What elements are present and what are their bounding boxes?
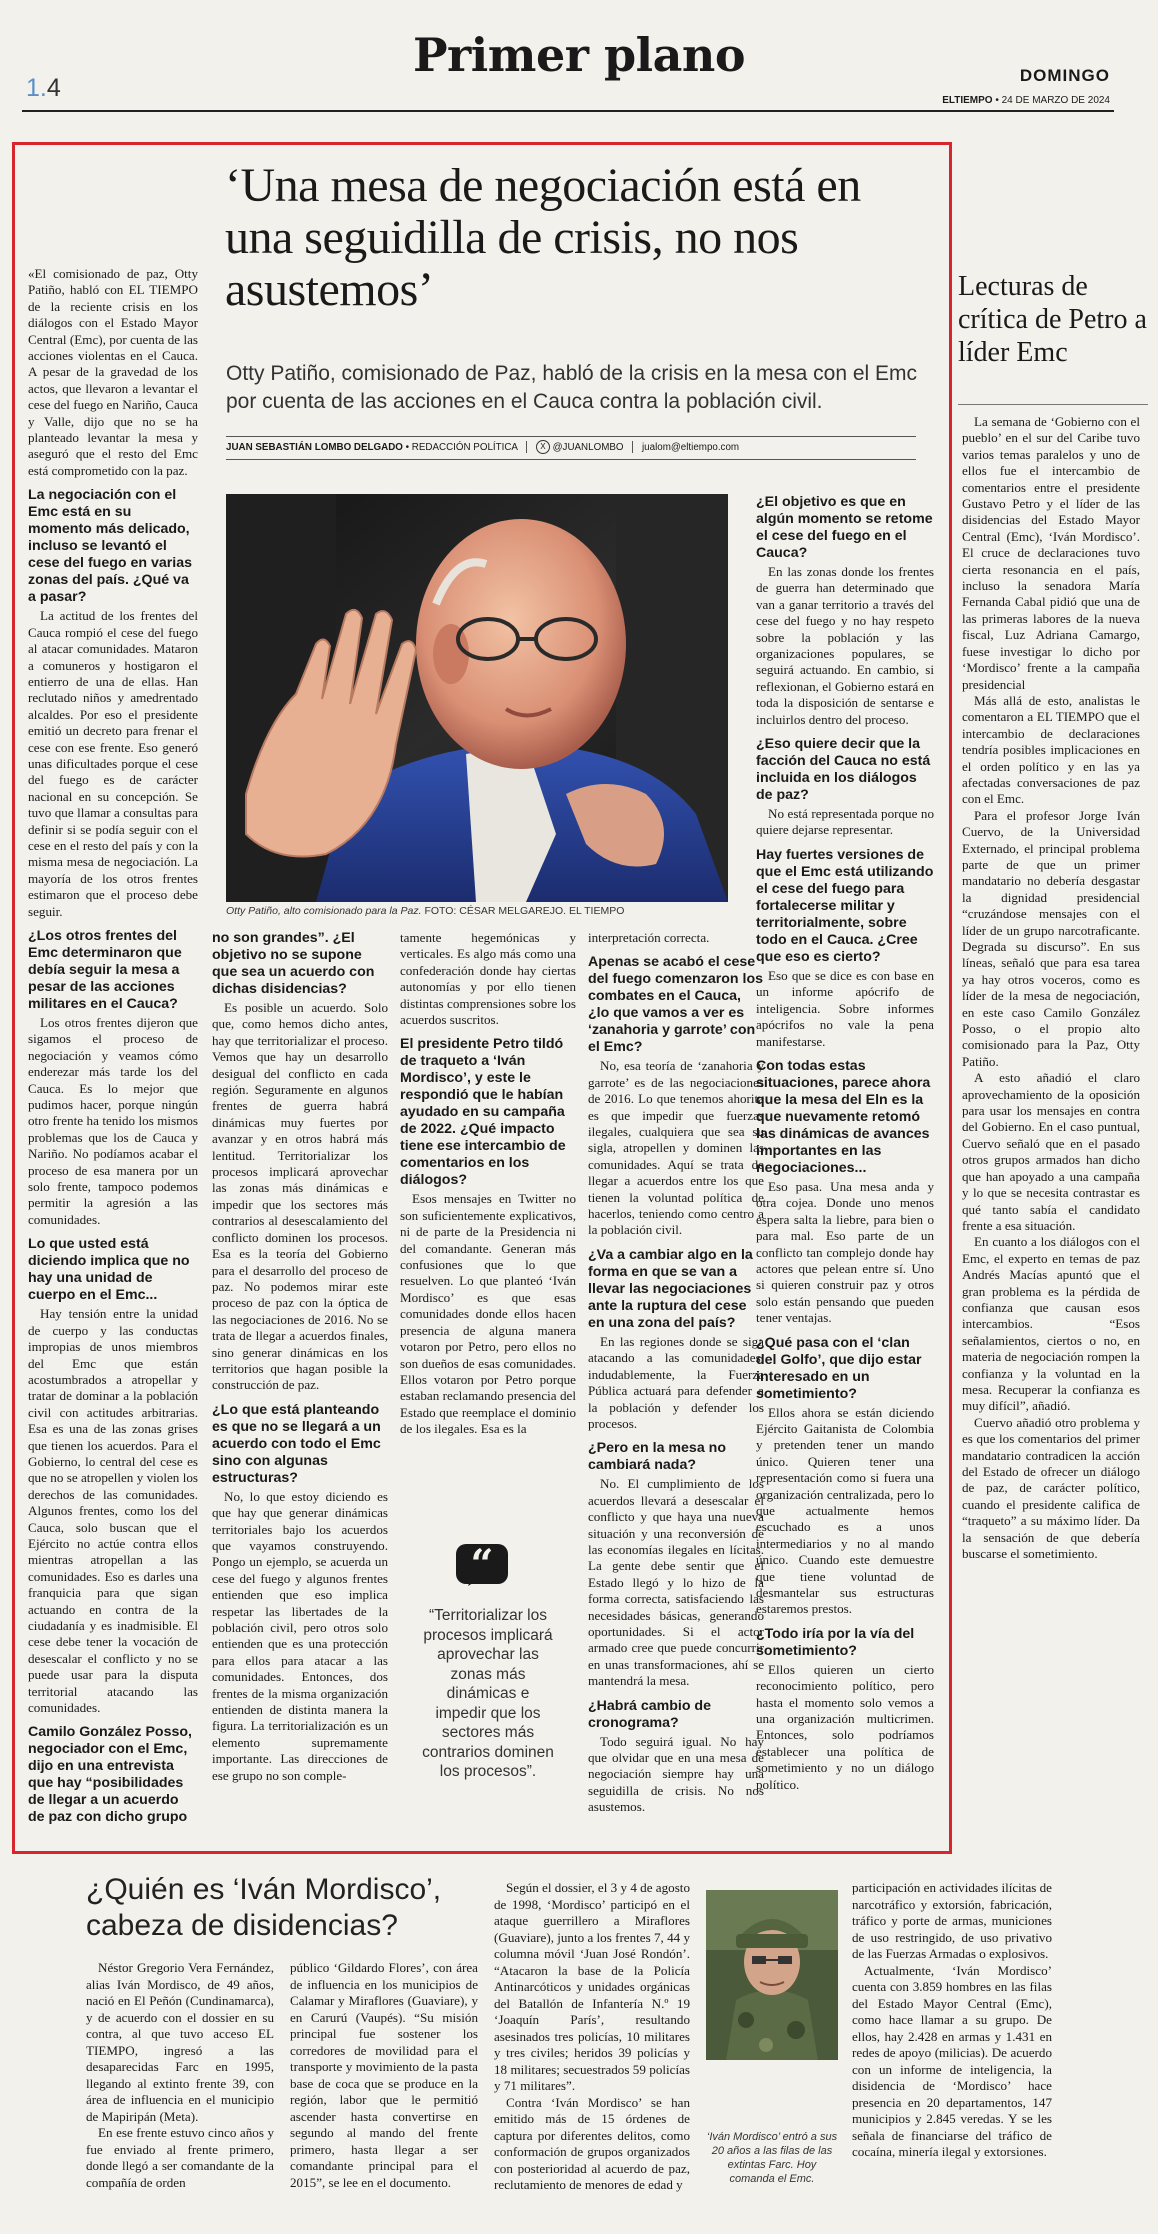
article-photo: [226, 494, 728, 902]
paragraph: Esos mensajes en Twitter no son suficientemente explicativos, ni de parte de la Presidencia ni del comandante. Generan más confusiones que lo que resuelven. Lo que planteó ‘Iván Mordisco’ es que esas comunidades donde ellos hacen presencia de alguna manera votaron por Petro, pero ellos no son dueños de esas comunidades. Ellos votaron por Petro porque estaban reclamando presencia del Estado que reemplace el dominio de los ilegales. Esa es la: [400, 1191, 576, 1437]
paragraph: interpretación correcta.: [588, 930, 710, 945]
svg-text:“: “: [470, 1541, 494, 1588]
article-column-1: [28, 266, 198, 1846]
interview-question: Lo que usted está diciendo implica que no hay una unidad de cuerpo en el Emc...: [28, 1236, 190, 1304]
article-headline: ‘Una mesa de negociación está en una seguidilla de crisis, no nos asustemos’: [225, 159, 861, 316]
byline: [226, 436, 916, 460]
paragraph: En las regiones donde se siga atacando a las comunidades, indudablemente, la Fuerza Pública actuará para defender a la población y defender los procesos.: [588, 1333, 764, 1431]
paragraph: Contra ‘Iván Mordisco’ se han emitido más de 15 órdenes de captura por diferentes delitos, como conformación de grupos organizados con posterioridad al acuerdo de paz, reclutamiento de menores de edad y: [494, 2094, 690, 2192]
paragraph: público ‘Gildardo Flores’, con área de influencia en los municipios de Calamar y Miraflores (Guaviare), y en Carurú (Vaupés). “Su misión principal fue sostener los corredores de movilidad para el transporte y movimiento de la pasta base de coca que se produce en la región, labor que le permitió ascender hasta convertirse en segundo al mando del frente primero, hasta llegar a ser comandante principal para el 2015”, se lee en el documento.: [290, 1960, 478, 2190]
paragraph: Ellos ahora se están diciendo Ejército Gaitanista de Colombia y pretenden tener un mando único. Quieren tener una representación como si fuera una organización centralizada, pero lo que actualmente hemos escuchado es a unos intermediarios y no al mando único. Cuando este demuestre que tiene voluntad de desmantelar sus estructuras estaremos prestos.: [756, 1404, 934, 1617]
interview-question: ¿Eso quiere decir que la facción del Cauca no está incluida en los diálogos de paz?: [756, 736, 931, 804]
interview-question: ¿Va a cambiar algo en la forma en que se van a llevar las negociaciones ante la ruptura del cese en una zona del país?: [588, 1246, 753, 1331]
paragraph: Ellos quieren un cierto reconocimiento político, pero hasta el momento solo vemos a una organización multicrimen. Entonces, solo podríamos establecer una política de sometimiento y no un diálogo político.: [756, 1661, 934, 1792]
paragraph: Para el profesor Jorge Iván Cuervo, de la Universidad Externado, el principal problema parte de que un primer mandatario no debería desgastar la dignidad presidencial “cruzándose mensajes con el líder de un grupo narcotraficante. Degrada su discurso”. En sus líneas, señaló que para esa tarea ya hay otros voceros, como es líder de la mesa de negociación, en este caso Camilo González Posso, o el propio alto comisionado para la Paz, Otty Patiño.: [962, 807, 1140, 1069]
interview-question: Con todas estas situaciones, parece ahora que la mesa del Eln es la que nuevamente retomó las dinámicas de avances importantes en las negociaciones...: [756, 1057, 931, 1176]
interview-question: ¿Todo iría por la vía del sometimiento?: [756, 1625, 915, 1659]
sidebar-body: [962, 414, 1140, 1854]
interview-question: ¿Lo que está planteando es que no se llegará a un acuerdo con todo el Emc sino con algunas estructuras?: [212, 1401, 381, 1486]
byline-desk: • REDACCIÓN POLÍTICA: [405, 442, 518, 453]
paragraph: No está representada porque no quiere dejarse representar.: [756, 806, 934, 838]
interview-question: Camilo González Posso, negociador con el Emc, dijo en una entrevista que hay “posibilidades de llegar a un acuerdo de paz con dicho grupo: [28, 1724, 192, 1826]
interview-question: ¿Habrá cambio de cronograma?: [588, 1697, 711, 1731]
paragraph: En las zonas donde los frentes de guerra han determinado que van a ganar territorio a través del cese del fuego y no hay respeto sobre la población y las organizaciones populares, se seguirá actuando. En cambio, si reflexionan, el Gobierno estará en toda la disposición de sentarse e incluirlos dentro del proceso.: [756, 564, 934, 727]
article-column-5: [756, 494, 934, 1844]
paragraph: En ese frente estuvo cinco años y fue enviado al frente primero, donde llegó a ser comandante de la compañía de orden: [86, 2125, 274, 2190]
paragraph: Los otros frentes dijeron que sigamos el proceso de negociación y veamos cómo enderezar más tarde los del Cauca. Es lo mejor que pudimos hacer, porque ningún otro frente ha tenido los mismos problemas que los de Cauca y Nariño. No podíamos acabar el proceso de esa manera por un solo frente, tampoco podemos permitir la agresión a las comunidades.: [28, 1015, 198, 1227]
byline-handle: @JUANLOMBO: [552, 442, 624, 453]
paragraph: No, lo que estoy diciendo es que hay que generar dinámicas territoriales bajo los acuerdos que vayamos construyendo. Pongo un ejemplo, se acuerda un cese del fuego y algunos frentes entienden que eso implica respetar las libertades de la población civil, pero otros solo entienden que es una protección para ellos para atacar a las comunidades. Entonces, dos frentes de la misma organización entienden de distinta manera la figura. La territorialización es un elemento supremamente importante. Las direcciones de ese grupo no son comple-: [212, 1488, 388, 1783]
paragraph: Actualmente, ‘Iván Mordisco’ cuenta con 3.859 hombres en las filas del Estado Mayor Central (Emc), como hace llamar a su grupo. De ellos, hay 2.428 en armas y 1.431 en redes de apoyo (milicias). De acuerdo con un informe de inteligencia, la disidencia de ‘Mordisco’ hace presencia en 20 departamentos, 147 municipios y 2.845 veredas. Y se les señala de financiarse del tráfico de cocaína, minería ilegal y extorsiones.: [852, 1962, 1052, 2159]
x-logo-icon: X: [536, 440, 550, 454]
article-column-2: [212, 930, 388, 1845]
page-number: 1.4: [26, 74, 61, 102]
paragraph: Néstor Gregorio Vera Fernández, alias Iván Mordisco, de 49 años, nació en El Peñón (Cundinamarca), y de acuerdo con el dossier en su contra, al que tuvo acceso EL TIEMPO, ingresó a las desaparecidas Farc en 1995, llegando al extinto frente 39, con área de influencia en el municipio de Mapiripán (Meta).: [86, 1960, 274, 2124]
paragraph: A esto añadió el claro aprovechamiento de la oposición para usar los mensajes en contra del Gobierno. En el caso puntual, Cuervo señaló que en el pasado otros grupos armados han dicho que han apoyado a una campaña y lo que se necesita contrastar es qué tanto sabía el candidato frente a esa situación.: [962, 1070, 1140, 1233]
interview-question: El presidente Petro tildó de traqueto a ‘Iván Mordisco’, y este le respondió que le habían ayudado en su campaña de 2022. ¿Qué impacto tiene ese intercambio de comentarios en los diálogos?: [400, 1036, 566, 1189]
article-column-3: [400, 930, 576, 1530]
byline-email[interactable]: jualom@eltiempo.com: [642, 442, 740, 453]
quote-mark-icon: [452, 1540, 512, 1590]
pull-quote: “Territorializar los procesos implicará aprovechar las zonas más dinámicas e impedir que los sectores más contrarios dominen los procesos”.: [422, 1607, 554, 1780]
paragraph: No, esa teoría de ‘zanahoria y garrote’ es de las negociaciones de 2016. Lo que tenemos ahorita es que impedir que fuerzas ilegales, cualquiera que sea su sigla, atropellen y dominen las comunidades. Aquí se trata de llegar a acuerdos entre los que tienen la voluntad política de hacerlos, teniendo como centro a la población civil.: [588, 1058, 764, 1238]
paragraph: tamente hegemónicas y verticales. Es algo más como una confederación donde hay ciertas autonomías y por ello tienen distintas comprensiones sobre los acuerdos suscritos.: [400, 930, 576, 1028]
header-rule: [22, 110, 1114, 112]
paragraph: La actitud de los frentes del Cauca rompió el cese del fuego al atacar comunidades. Mataron a comuneros y hostigaron el entierro de una de ellas. Han reclutado niños y amedrentado alcaldes. Por eso el presidente emitió un decreto para frenar el cese con ese frente. Eso generó unas dificultades porque el cese del fuego es de carácter nacional en su concepción. Se tuvo que llamar a consultas para definir si se podía seguir con el cese en el resto del país y con la misma mesa de negociación. La mayoría de los otros frentes estimaron que el proceso debe seguir.: [28, 608, 198, 919]
paragraph: En cuanto a los diálogos con el Emc, el experto en temas de paz Andrés Macías apuntó que el gran problema es la pérdida de confianza que causan esos intercambios. “Esos señalamientos, ciertos o no, en materia de negociación rompen la confianza y la voluntad en la mesa. Recuperar la confianza es muy difícil”, añadió.: [962, 1234, 1140, 1414]
sidebar-rule: [958, 404, 1148, 405]
paragraph: No. El cumplimiento de los acuerdos llevará a desescalar el conflicto y que haya una nueva situación y una reconversión de las economías ilegales en lícitas. La gente debe sentir que el Estado llegó y lo hizo de la forma correcta, satisfaciendo las necesidades básicas, generando oportunidades. Si el actor armado cree que puede concurrir en unas transformaciones, ahí se mantendrá la mesa.: [588, 1476, 764, 1689]
paragraph: Todo seguirá igual. No hay que olvidar que en una mesa de negociación siempre hay una seguidilla de crisis. No nos asustemos.: [588, 1733, 764, 1815]
bottom-article-title: ¿Quién es ‘Iván Mordisco’, cabeza de disidencias?: [86, 1873, 442, 1942]
day-name: DOMINGO: [1019, 66, 1110, 85]
interview-question: La negociación con el Emc está en su momento más delicado, incluso se levantó el cese del fuego en varias zonas del país. ¿Qué va a pasar?: [28, 487, 193, 606]
photo-caption: Otty Patiño, alto comisionado para la Paz. FOTO: CÉSAR MELGAREJO. EL TIEMPO: [226, 905, 625, 917]
paragraph: Eso pasa. Una mesa anda y otra cojea. Donde uno menos espera salta la liebre, para bien o para mal. Eso parte de un conflicto tan complejo donde hay actores que pelean entre sí. Uno si quieren construir paz y otros solo están pensando que pueden tener ventajas.: [756, 1178, 934, 1326]
interview-question: ¿Qué pasa con el ‘clan del Golfo’, que dijo estar interesado en un sometimiento?: [756, 1334, 922, 1402]
bottom-column-2: [290, 1960, 478, 2230]
paragraph: «El comisionado de paz, Otty Patiño, habló con EL TIEMPO de la reciente crisis en los diálogos con el Estado Mayor Central (Emc), por cuenta de las acciones violentas en el Cauca. A pesar de la gravedad de los actos, que llevaron a levantar el cese del fuego en Nariño, Cauca y Valle, dijo que no se ha planteado levantar la mesa y aseguró que el resto del Emc está comprometido con la paz.: [28, 266, 198, 478]
article-column-4: [588, 930, 764, 1845]
interview-question: ¿Los otros frentes del Emc determinaron que debía seguir la mesa a pesar de las acciones militares en el Cauca?: [28, 928, 182, 1012]
paragraph: Hay tensión entre la unidad de cuerpo y las conductas impropias de unos miembros del Emc que están acostumbrados a atropellar y tratar de dominar a la población civil con actitudes arbitrarias. Esa es una de las zonas grises que tienen los acuerdos. Para el Gobierno, lo central del cese es que no se atropellen y violen los derechos de las comunidades. Algunos frentes, como los del Cauca, solo buscan que el Ejército no actúe contra ellos mientras atropellan a las comunidades. Eso es darles una franquicia para que sigan actuando en contra de la ciudadanía y es inadmisible. El cese debe tener la vocación de desescalar el conflicto y no se puede usar para la disputa territorial atacando las comunidades.: [28, 1306, 198, 1716]
paragraph: Cuervo añadió otro problema y es que los comentarios del primer mandatario contradicen la acción del Estado de ofrecer un diálogo de paz, de carácter político, cuando el presidente califica de “traqueto” a su máximo líder. Da la sensación de que debería buscarse el sometimiento.: [962, 1414, 1140, 1562]
interview-question: ¿El objetivo es que en algún momento se retome el cese del fuego en el Cauca?: [756, 494, 933, 561]
mordisco-photo: [706, 1890, 838, 2060]
paragraph: Es posible un acuerdo. Solo que, como hemos dicho antes, hay que territorializar el proceso. Vemos que hay un desarrollo desigual del conflicto en cada región. Seguramente en algunos frentes de guerra habrá dinámicas muy fuertes por avanzar y en otros habrá más lentitud. Territorializar los procesos implicará aprovechar las zonas más dinámicas e impedir que los sectores más contrarios al desescalamiento del conflicto dominen los procesos. Esa es la teoría del Gobierno para el desarrollo del proceso de paz. No podemos mirar este proceso de paz con la óptica de las negociaciones de 2016. No se trata de llegar a acuerdos finales, sino generar dinámicas en los territorios que hagan posible la construcción de paz.: [212, 1000, 388, 1393]
interview-question: Apenas se acabó el cese del fuego comenzaron los combates en el Cauca, ¿lo que vamos a ver es ‘zanahoria y garrote’ con el Emc?: [588, 954, 764, 1056]
bottom-column-1: [86, 1960, 274, 2230]
bottom-column-4: [852, 1880, 1052, 2230]
article-subhead: Otty Patiño, comisionado de Paz, habló de la crisis en la mesa con el Emc por cuenta de las acciones en el Cauca contra la población civil.: [226, 362, 918, 413]
interview-question: Hay fuertes versiones de que el Emc está utilizando el cese del fuego para fortalecerse militar y territorialmente, sobre todo en el Cauca. ¿Cree que eso es cierto?: [756, 846, 934, 965]
paragraph: participación en actividades ilícitas de narcotráfico y extorsión, fabricación, tráfico y porte de armas, municiones de uso restringido, de uso privativo de las Fuerzas Armadas o explosivos.: [852, 1880, 1052, 1961]
paragraph: Según el dossier, el 3 y 4 de agosto de 1998, ‘Mordisco’ participó en el ataque guerrillero a Miraflores (Guaviare), junto a los frentes 7, 44 y columna móvil ‘Juan José Rondón’. “Atacaron la base de la Policía Antinarcóticos y unidades orgánicas del Batallón de Infantería N.º 19 ‘Joaquín París’, resultando asesinados tres policías, 10 militares y tres civiles; heridos 39 policías y 18 militares; secuestrados 59 policías y 71 militares”.: [494, 1880, 690, 2093]
interview-question: no son grandes”. ¿El objetivo no se supone que sea un acuerdo con dichas disidencias?: [212, 930, 375, 997]
mordisco-photo-caption: ‘Iván Mordisco’ entró a sus 20 años a las filas de las extintas Farc. Hoy comanda el Emc.: [706, 2131, 838, 2185]
paragraph: Más allá de esto, analistas le comentaron a EL TIEMPO que el intercambio de declaraciones tendría posibles implicaciones en el orden político y en las ya afectadas conversaciones de paz con el Emc.: [962, 692, 1140, 807]
paragraph: La semana de ‘Gobierno con el pueblo’ en el sur del Caribe tuvo varios temas paralelos y uno de ellos fue el intercambio de comentarios entre el presidente Gustavo Petro y el líder de las disidencias del Estado Mayor Central (Emc), ‘Iván Mordisco’. El cruce de declaraciones tuvo cierta resonancia en el país, incluso la senadora María Fernanda Cabal pidió que una de las primeras labores de la nueva fiscal, Luz Adriana Camargo, fuese investigar lo dicho por ‘Mordisco’ frente a la campaña presidencial: [962, 414, 1140, 692]
paragraph: Eso que se dice es con base en un informe apócrifo de inteligencia. Sobre informes apócrifos no vale la pena manifestarse.: [756, 967, 934, 1049]
sidebar-title: Lecturas de crítica de Petro a líder Emc: [958, 271, 1147, 368]
section-title: Primer plano: [412, 28, 746, 82]
bottom-column-3: [494, 1880, 690, 2230]
edition-date: ELTIEMPO • 24 DE MARZO DE 2024: [942, 95, 1110, 106]
interview-question: ¿Pero en la mesa no cambiará nada?: [588, 1440, 726, 1474]
byline-author: JUAN SEBASTIÁN LOMBO DELGADO: [226, 442, 403, 453]
